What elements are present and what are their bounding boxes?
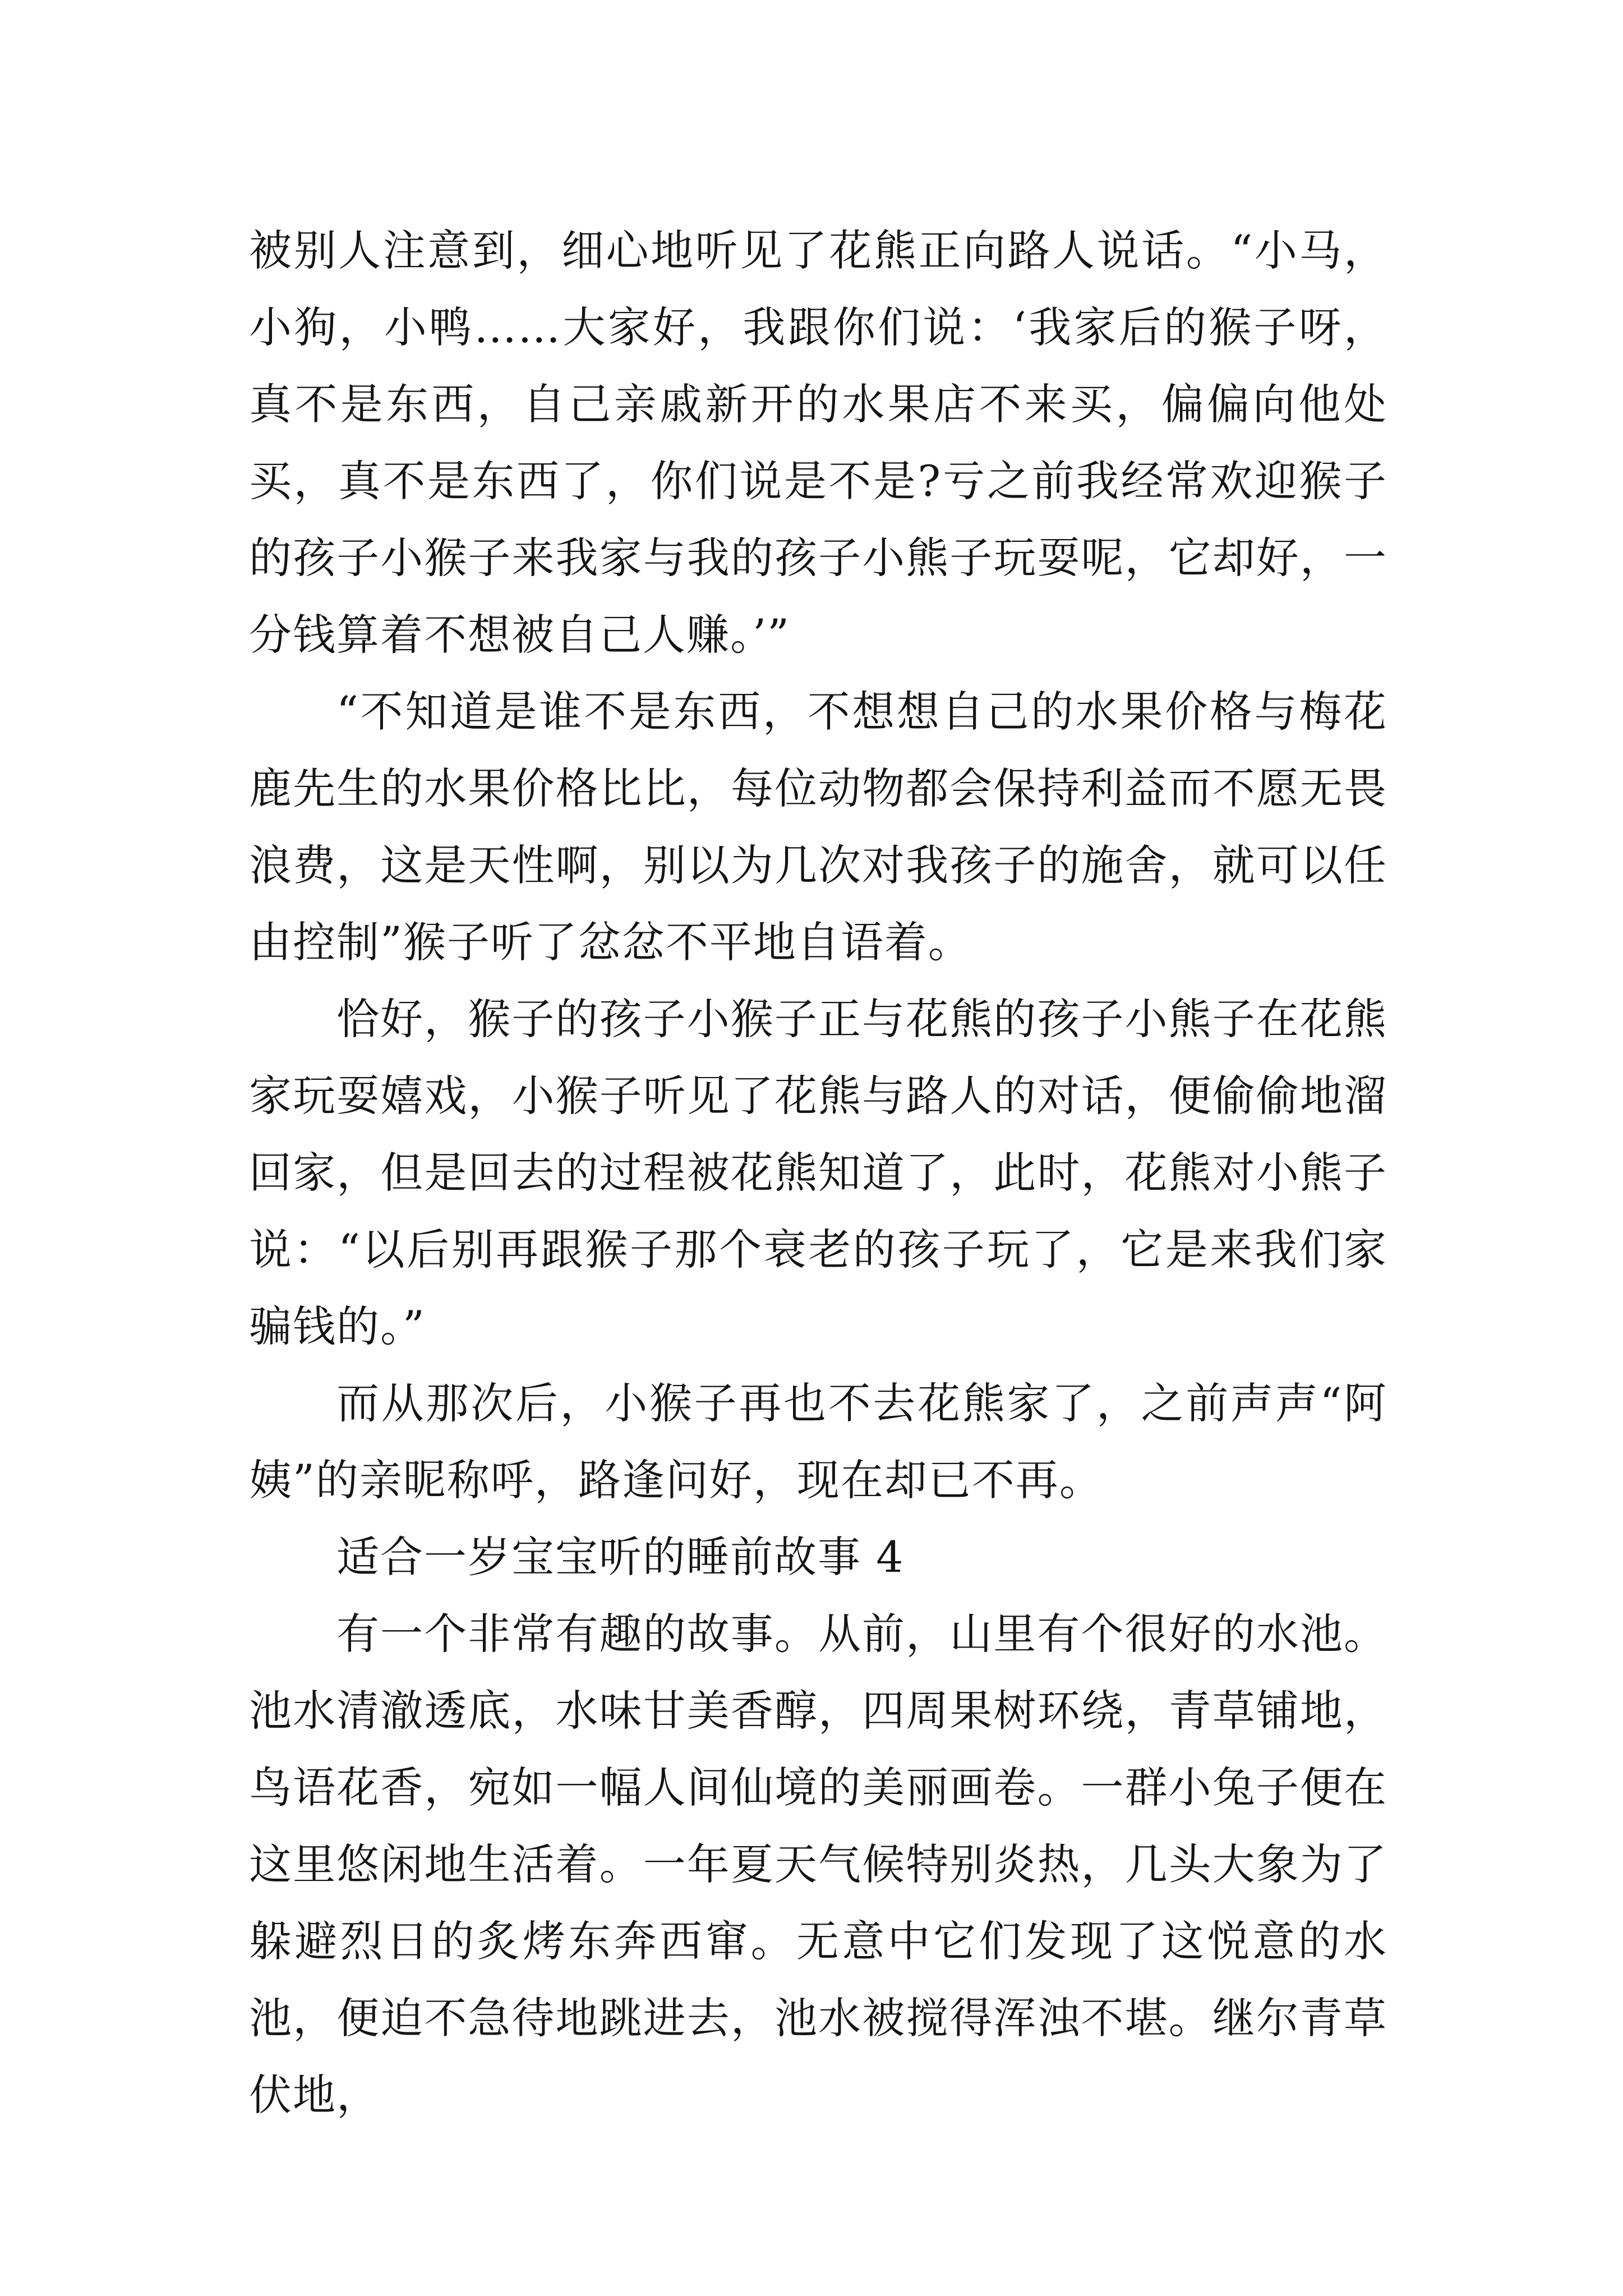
paragraph-3: 恰好，猴子的孩子小猴子正与花熊的孩子小熊子在花熊家玩耍嬉戏，小猴子听见了花熊与路人的对话，便偷偷地溜回家，但是回去的过程被花熊知道了，此时，花熊对小熊子说：“以后别再跟猴子那个衰老的孩子玩了，它是来我们家骗钱的。” <box>249 994 1387 1351</box>
section-heading: 适合一岁宝宝听的睡前故事 4 <box>336 1532 905 1582</box>
paragraph-4: 而从那次后，小猴子再也不去花熊家了，之前声声“阿姨”的亲昵称呼，路逢问好，现在却已不再。 <box>249 1378 1387 1505</box>
paragraph-5: 有一个非常有趣的故事。从前，山里有个很好的水池。池水清澈透底，水味甘美香醇，四周果树环绕，青草铺地，鸟语花香，宛如一幅人间仙境的美丽画卷。一群小兔子便在这里悠闲地生活着。一年夏天气候特别炎热，几头大象为了躲避烈日的炙烤东奔西窜。无意中它们发现了这悦意的水池，便迫不急待地跳进去，池水被搅得浑浊不堪。继尔青草伏地， <box>249 1609 1387 2120</box>
document-body <box>249 212 1387 2133</box>
paragraph-1: 被别人注意到，细心地听见了花熊正向路人说话。“小马，小狗，小鸭……大家好，我跟你们说：‘我家后的猴子呀，真不是东西，自己亲戚新开的水果店不来买，偏偏向他处买，真不是东西了，你们说是不是?亏之前我经常欢迎猴子的孩子小猴子来我家与我的孩子小熊子玩耍呢，它却好，一分钱算着不想被自己人赚。’” <box>249 226 1387 660</box>
paragraph-2: “不知道是谁不是东西，不想想自己的水果价格与梅花鹿先生的水果价格比比，每位动物都会保持利益而不愿无畏浪费，这是天性啊，别以为几次对我孩子的施舍，就可以任由控制”猴子听了忿忿不平地自语着。 <box>249 687 1387 967</box>
